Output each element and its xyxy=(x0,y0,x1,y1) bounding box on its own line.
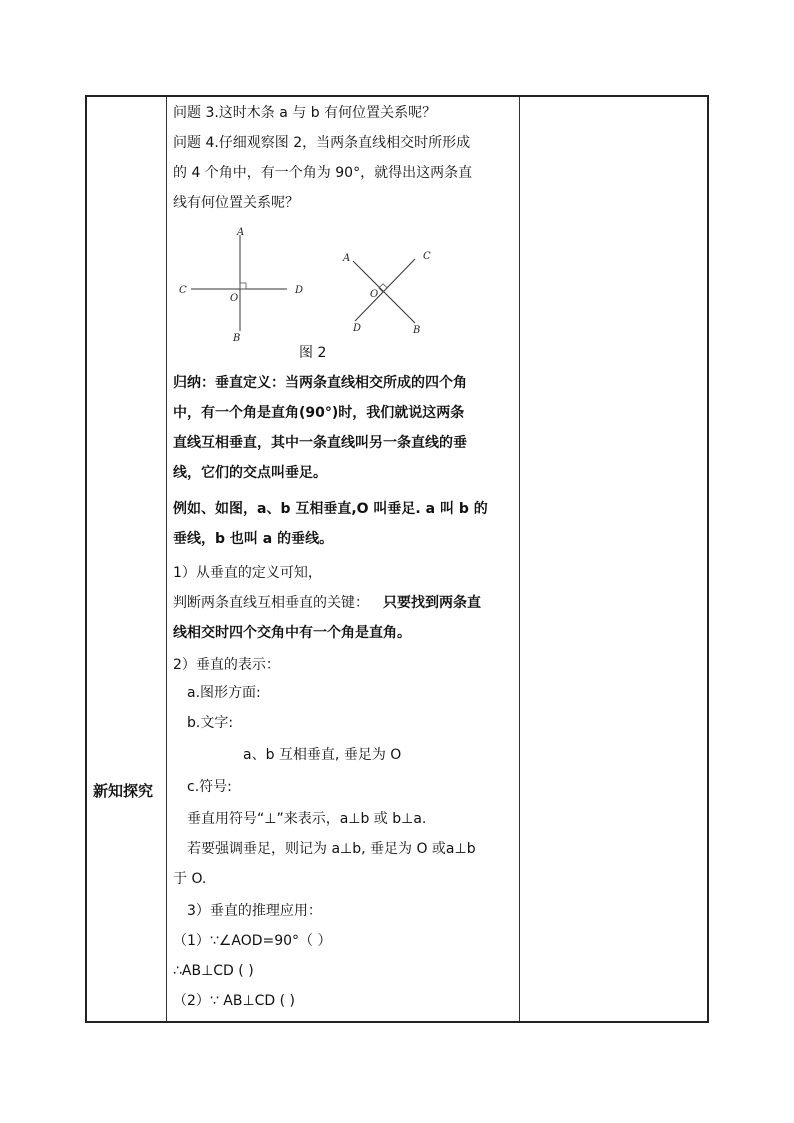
question-4-line-3: 线有何位置关系呢？ xyxy=(173,195,299,211)
left-label-d: D xyxy=(295,285,304,296)
summary-line-1: 归纳：垂直定义：当两条直线相交所成的四个角 xyxy=(173,375,467,391)
figure-right-perpendicular xyxy=(342,251,431,336)
note-2: 2）垂直的表示： xyxy=(173,657,280,673)
left-label-c: C xyxy=(179,285,187,296)
note-text: b.文字: xyxy=(187,715,234,731)
figure-caption: 图 2 xyxy=(299,345,327,361)
left-label-b: B xyxy=(233,333,241,344)
section-label: 新知探究 xyxy=(93,782,154,800)
note-symbol-usage: 垂直用符号“⊥”来表示，a⊥b 或 b⊥a. xyxy=(187,811,427,827)
figure-2 xyxy=(173,225,433,345)
note-3: 3）垂直的推理应用： xyxy=(187,903,322,919)
right-label-b: B xyxy=(413,325,421,336)
right-label-c: C xyxy=(423,251,431,262)
note-figure: a.图形方面: xyxy=(187,685,261,701)
reasoning-2: ∴AB⊥CD ( ) xyxy=(173,963,254,979)
summary-line-4: 线，它们的交点叫垂足。 xyxy=(173,465,327,481)
note-symbol: c.符号: xyxy=(187,779,232,795)
note-text-example: a、b 互相垂直, 垂足为 O xyxy=(243,747,402,763)
note-key-emphasis: 只要找到两条直 xyxy=(383,595,481,611)
note-foot-emphasis-end: 于 O. xyxy=(173,871,207,887)
question-4-line-1: 问题 4.仔细观察图 2，当两条直线相交时所形成 xyxy=(173,135,471,151)
reasoning-3: （2）∵ AB⊥CD ( ) xyxy=(173,993,296,1009)
question-4-line-2: 的 4 个角中，有一个角为 90°，就得出这两条直 xyxy=(173,165,473,181)
right-label-a: A xyxy=(343,253,351,264)
column-divider-right xyxy=(519,97,520,1021)
left-label-a: A xyxy=(237,227,245,238)
lesson-table xyxy=(85,95,709,1023)
example-line-2: 垂线，b 也叫 a 的垂线。 xyxy=(173,531,334,547)
question-3: 问题 3.这时木条 a 与 b 有何位置关系呢？ xyxy=(173,105,437,121)
summary-line-3: 直线互相垂直，其中一条直线叫另一条直线的垂 xyxy=(173,435,467,451)
note-key-label: 判断两条直线互相垂直的关键： xyxy=(173,595,369,611)
right-label-d: D xyxy=(353,323,362,334)
note-key-emphasis-2: 线相交时四个交角中有一个角是直角。 xyxy=(173,625,411,641)
right-label-o: O xyxy=(370,289,379,300)
note-1: 1）从垂直的定义可知， xyxy=(173,565,322,581)
reasoning-1: （1）∵∠AOD=90°（ ） xyxy=(173,933,332,949)
example-line-1: 例如、如图，a、b 互相垂直,O 叫垂足. a 叫 b 的 xyxy=(173,501,488,517)
section-label-cell xyxy=(87,97,167,1021)
note-foot-emphasis: 若要强调垂足，则记为 a⊥b, 垂足为 O 或a⊥b xyxy=(187,841,476,857)
figure-left-perpendicular xyxy=(179,227,303,344)
summary-line-2: 中，有一个角是直角(90°)时，我们就说这两条 xyxy=(173,405,465,421)
left-label-o: O xyxy=(230,293,239,304)
